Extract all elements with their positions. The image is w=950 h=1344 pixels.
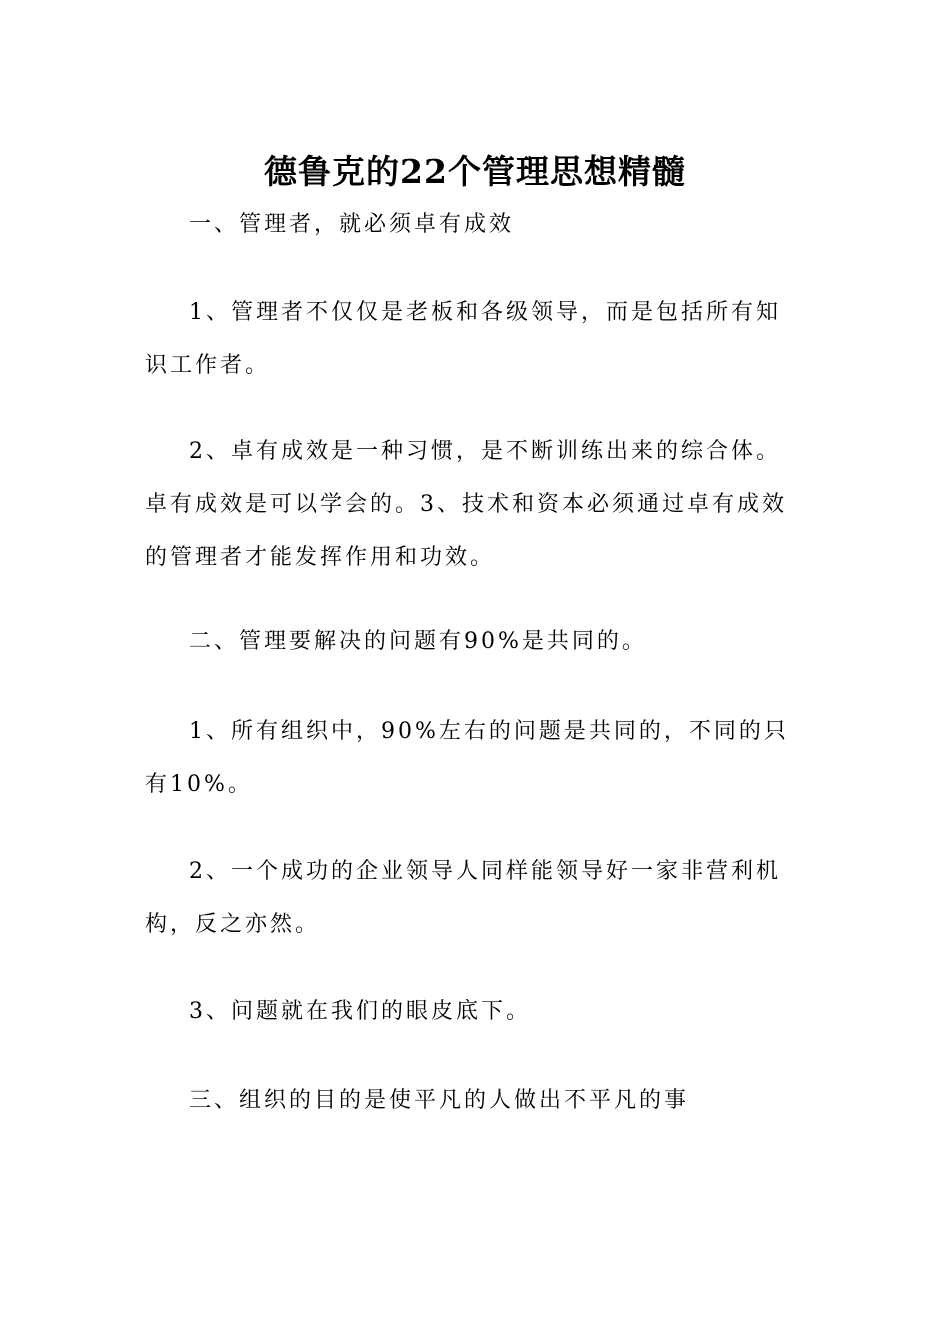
document-title: 德鲁克的22个管理思想精髓 [264,152,686,192]
paragraph-1-2: 2、卓有成效是一种习惯，是不断训练出来的综合体。卓有成效是可以学会的。3、技术和资本必须通过卓有成效的管理者才能发挥作用和功效。 [145,439,787,570]
section-heading-2: 二、管理要解决的问题有90%是共同的。 [189,629,647,654]
paragraph-2-2: 2、一个成功的企业领导人同样能领导好一家非营利机构，反之亦然。 [145,859,781,937]
paragraph-2-1: 1、所有组织中，90%左右的问题是共同的，不同的只有10%。 [145,719,789,797]
paragraph-2-3: 3、问题就在我们的眼皮底下。 [189,999,531,1024]
paragraph-1-1: 1、管理者不仅仅是老板和各级领导，而是包括所有知识工作者。 [145,300,781,378]
section-heading-3: 三、组织的目的是使平凡的人做出不平凡的事 [189,1088,690,1113]
section-heading-1: 一、管理者，就必须卓有成效 [189,212,515,237]
